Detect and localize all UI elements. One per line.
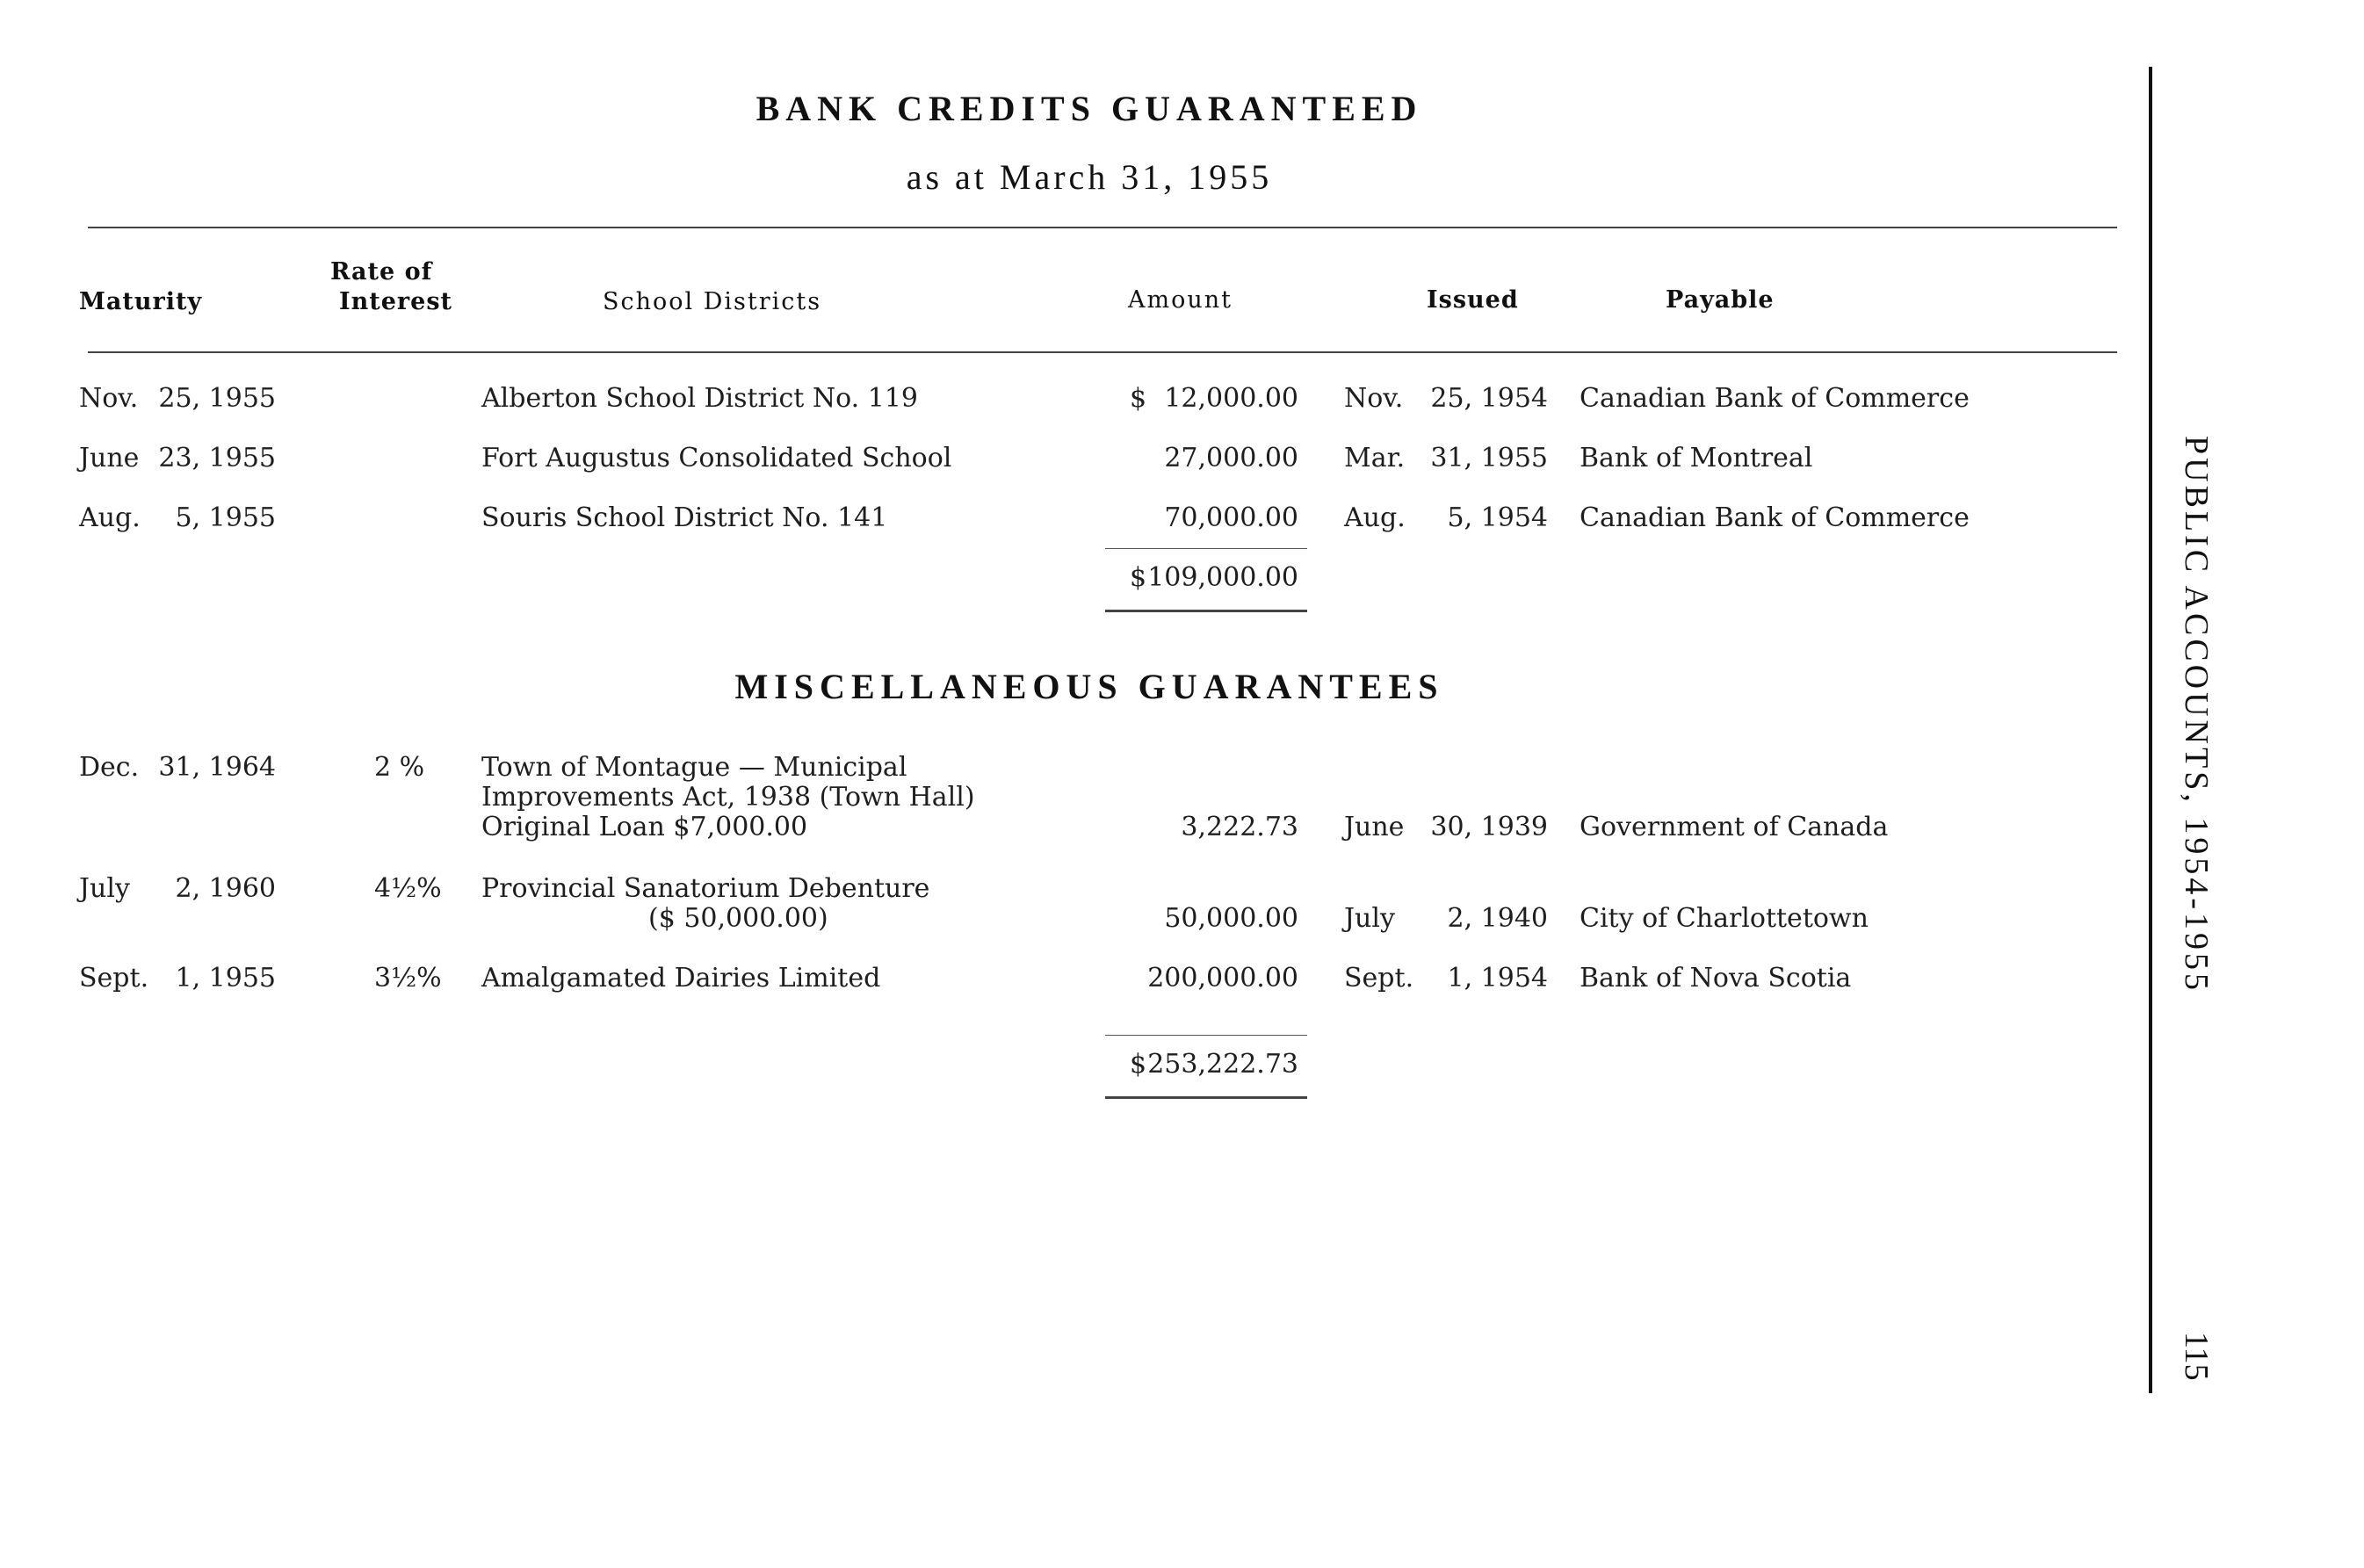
maturity-date: 31, 1964 — [158, 752, 276, 783]
maturity-date: 1, 1955 — [175, 963, 276, 994]
header-issued: Issued — [1427, 286, 1519, 314]
amount: 27,000.00 — [1164, 443, 1298, 473]
maturity-date: 23, 1955 — [158, 443, 276, 473]
margin-vertical-rule — [2149, 67, 2152, 1393]
issued-month: Sept. — [1344, 963, 1414, 994]
amount: 12,000.00 — [1164, 383, 1298, 414]
issued-date: 31, 1955 — [1430, 443, 1548, 473]
description-line1: Provincial Sanatorium Debenture — [481, 873, 930, 904]
payable: Bank of Nova Scotia — [1580, 963, 1852, 994]
issued-date: 2, 1940 — [1447, 903, 1548, 934]
header-amount: Amount — [1128, 286, 1233, 314]
misc-total-amount: 253,222.73 — [1147, 1049, 1298, 1080]
maturity-date: 2, 1960 — [175, 873, 276, 904]
maturity-month: July — [79, 873, 130, 904]
interest-rate: 3½% — [374, 963, 442, 994]
amount: 200,000.00 — [1147, 963, 1298, 994]
amount: 50,000.00 — [1164, 903, 1298, 934]
amount: 3,222.73 — [1181, 812, 1298, 842]
total-currency-symbol: $ — [1130, 1049, 1147, 1080]
issued-date: 1, 1954 — [1447, 963, 1548, 994]
maturity-date: 25, 1955 — [158, 383, 276, 414]
subtotal-rule — [1105, 548, 1307, 549]
payable: City of Charlottetown — [1580, 903, 1869, 934]
issued-date: 25, 1954 — [1430, 383, 1548, 414]
total-double-rule — [1105, 610, 1307, 612]
description-line2: Improvements Act, 1938 (Town Hall) — [481, 782, 975, 813]
misc-section-title: MISCELLANEOUS GUARANTEES — [734, 667, 1444, 706]
subtotal-rule — [1105, 1035, 1307, 1036]
page-title: BANK CREDITS GUARANTEED — [755, 89, 1423, 128]
total-currency-symbol: $ — [1130, 562, 1147, 593]
maturity-date: 5, 1955 — [175, 502, 276, 533]
school-district: Alberton School District No. 119 — [481, 383, 919, 414]
school-district: Souris School District No. 141 — [481, 502, 888, 533]
header-districts: School Districts — [603, 288, 822, 315]
issued-month: Mar. — [1344, 443, 1406, 473]
payable: Canadian Bank of Commerce — [1580, 502, 1970, 533]
interest-rate: 2 % — [374, 752, 425, 783]
header-bottom-rule — [88, 351, 2117, 353]
school-district: Fort Augustus Consolidated School — [481, 443, 952, 473]
bank-total-amount: 109,000.00 — [1147, 562, 1298, 593]
payable: Government of Canada — [1580, 812, 1889, 842]
maturity-month: Nov. — [79, 383, 139, 414]
page-number: 115 — [2178, 1332, 2215, 1381]
header-rate-line1: Rate of — [330, 258, 433, 285]
payable: Canadian Bank of Commerce — [1580, 383, 1970, 414]
description-line3: Original Loan $7,000.00 — [481, 812, 808, 842]
maturity-month: June — [79, 443, 140, 473]
maturity-month: Dec. — [79, 752, 140, 783]
header-payable: Payable — [1666, 286, 1775, 314]
issued-month: July — [1344, 903, 1395, 934]
issued-month: Nov. — [1344, 383, 1404, 414]
currency-symbol: $ — [1130, 383, 1147, 414]
description-line2: ($ 50,000.00) — [648, 903, 828, 934]
description-line1: Amalgamated Dairies Limited — [481, 963, 881, 994]
header-top-rule — [88, 227, 2117, 228]
issued-date: 5, 1954 — [1447, 502, 1548, 533]
amount: 70,000.00 — [1164, 502, 1298, 533]
running-header: PUBLIC ACCOUNTS, 1954-1955 — [2178, 436, 2215, 994]
page-subtitle: as at March 31, 1955 — [906, 157, 1273, 197]
description-line1: Town of Montague — Municipal — [481, 752, 907, 783]
issued-date: 30, 1939 — [1430, 812, 1548, 842]
issued-month: Aug. — [1344, 502, 1406, 533]
interest-rate: 4½% — [374, 873, 442, 904]
total-double-rule — [1105, 1096, 1307, 1099]
payable: Bank of Montreal — [1580, 443, 1813, 473]
header-rate-line2: Interest — [339, 288, 452, 315]
maturity-month: Aug. — [79, 502, 141, 533]
maturity-month: Sept. — [79, 963, 149, 994]
header-maturity: Maturity — [79, 288, 203, 315]
issued-month: June — [1344, 812, 1405, 842]
